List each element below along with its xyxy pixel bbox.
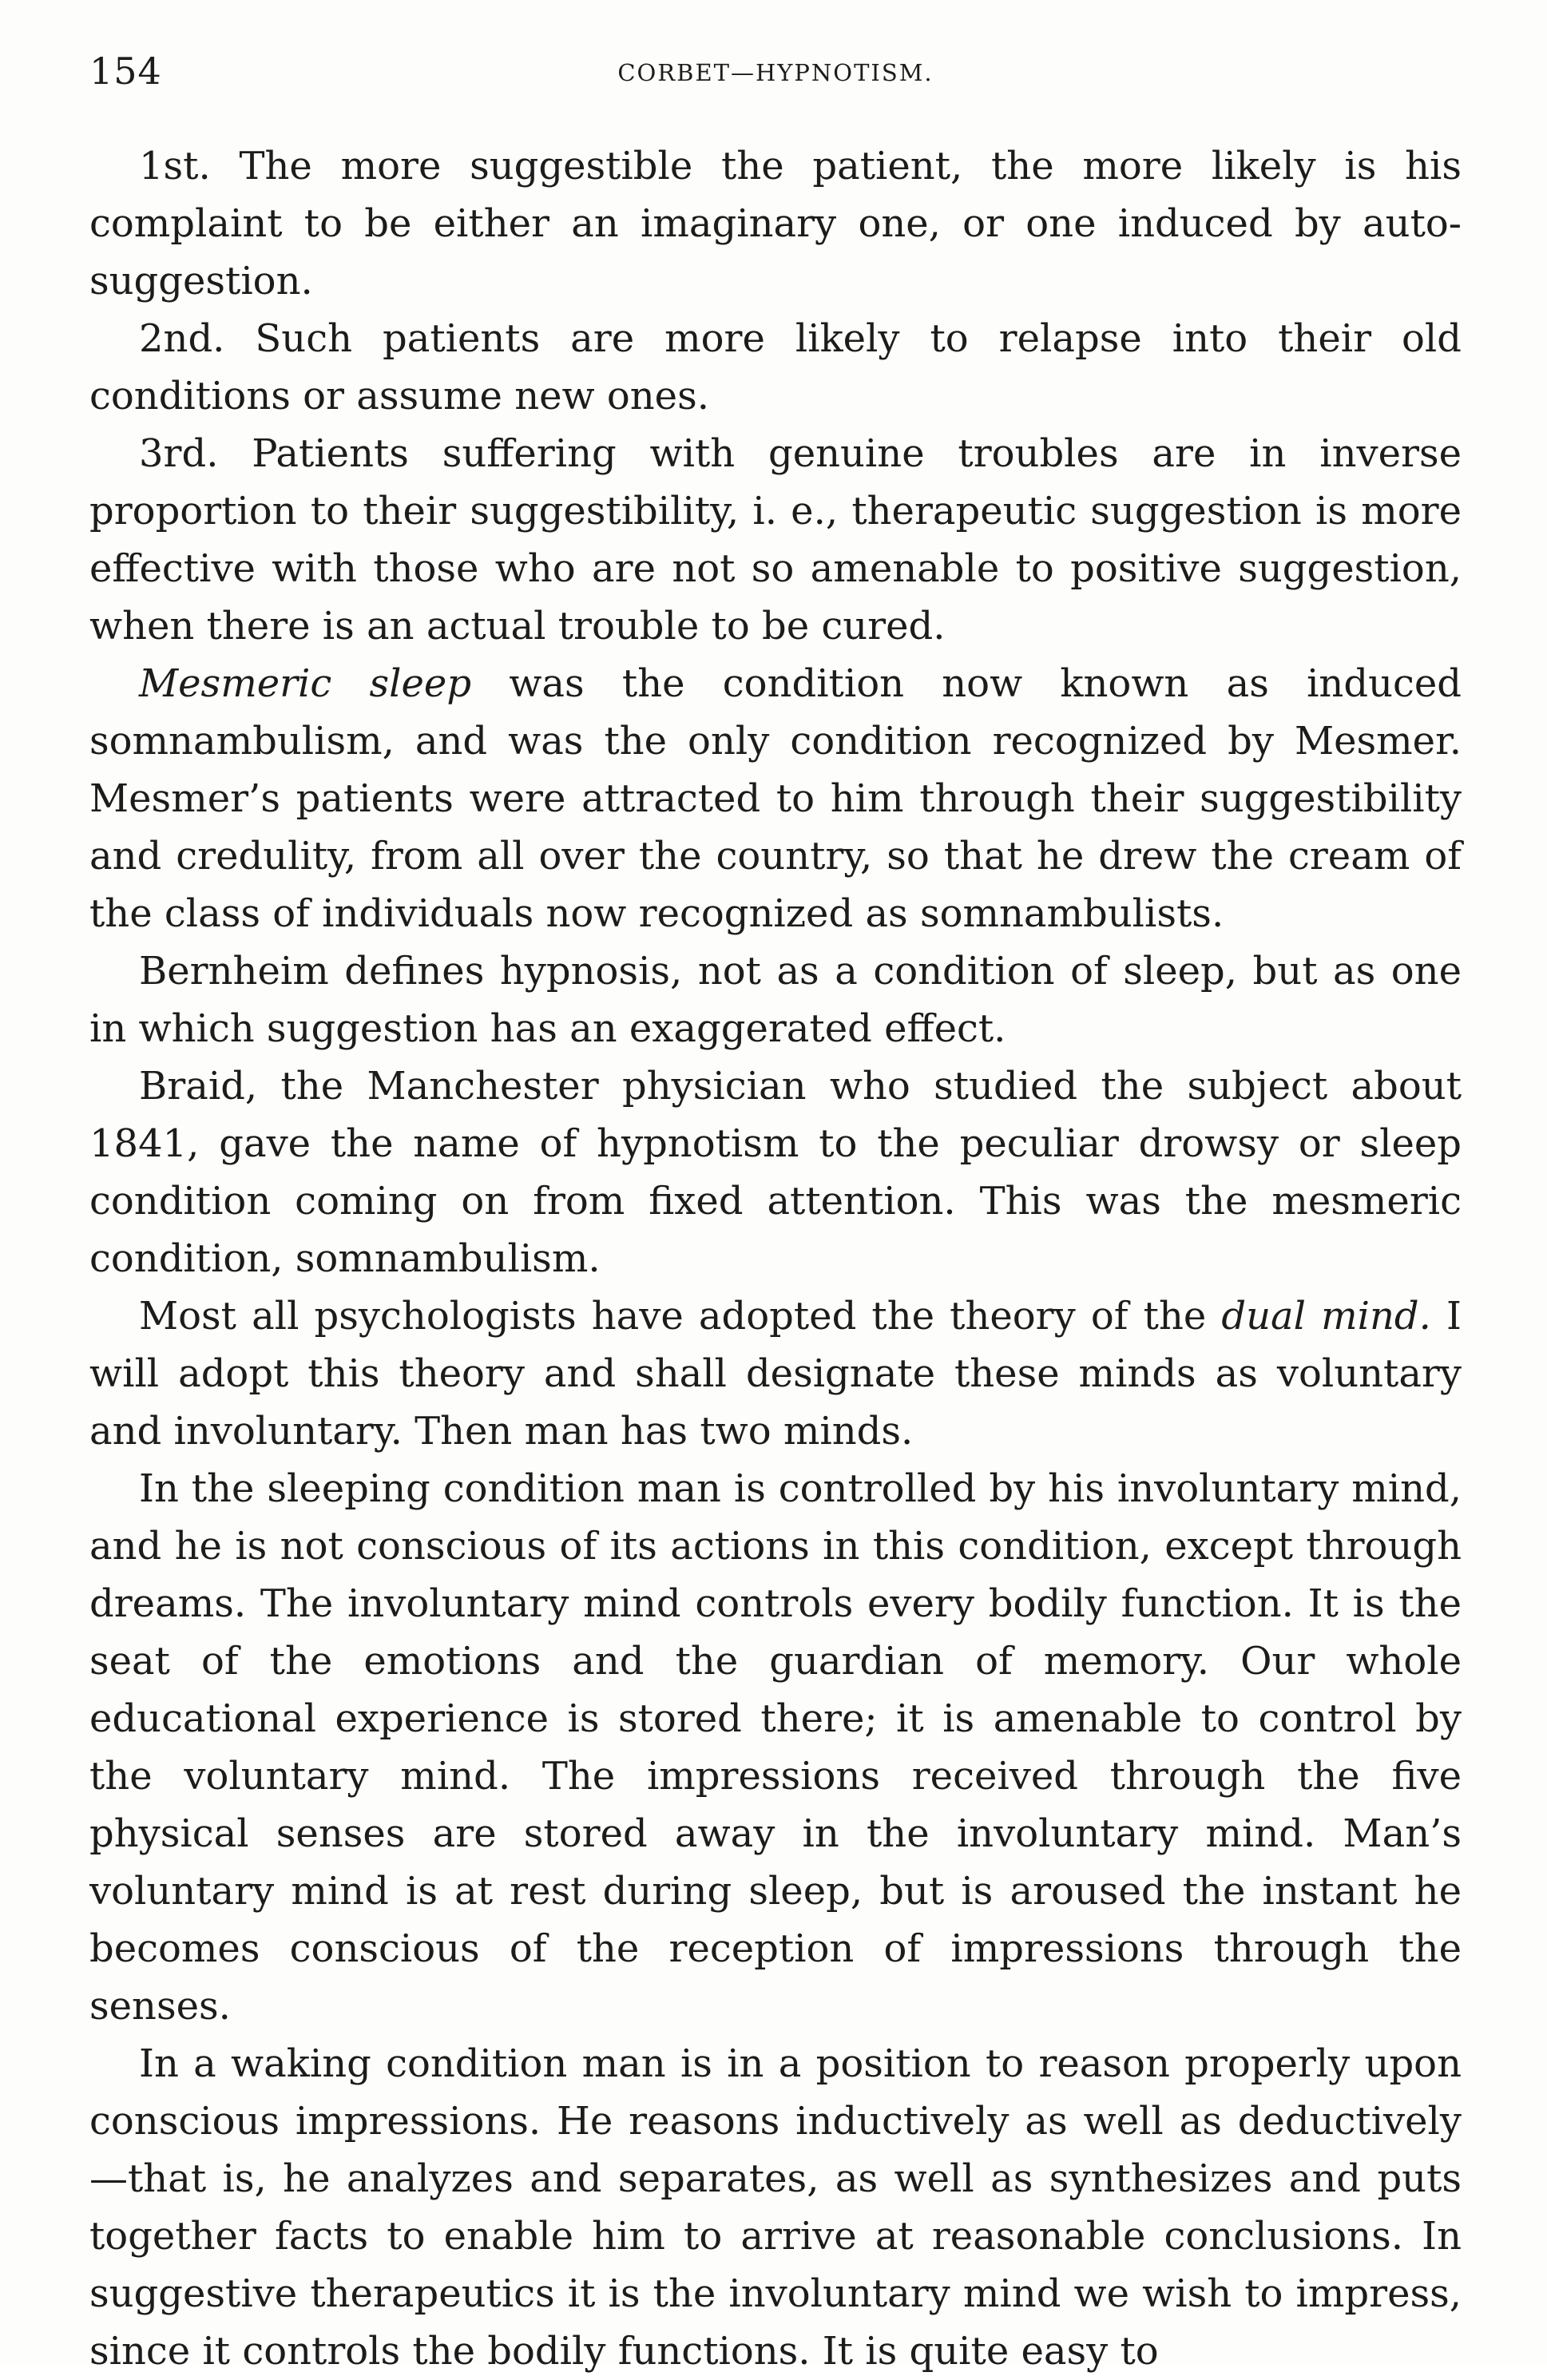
- paragraph-text: I will adopt this theory and shall designate these minds as voluntary and involuntary. Then man has two minds.: [89, 1294, 1462, 1454]
- italic-term: Mesmeric sleep: [139, 661, 472, 706]
- paragraph-5: Bernheim defines hypnosis, not as a condition of sleep, but as one in which suggestion has an exaggerated effect.: [89, 949, 1462, 1051]
- body-text: [89, 137, 1462, 2380]
- paragraph-6: Braid, the Manchester physician who studied the subject about 1841, gave the name of hypnotism to the peculiar drowsy or sleep condition coming on from fixed attention. This was the mesmeric condition, somnambulism.: [89, 1064, 1462, 1281]
- page-number: 154: [89, 50, 162, 93]
- paragraph-3: 3rd. Patients suffering with genuine troubles are in inverse proportion to their suggestibility, i. e., therapeutic suggestion is more effective with those who are not so amenable to positive suggestion, when there is an actual trouble to be cured.: [89, 431, 1462, 649]
- paragraph-text: was the condition now known as induced somnambulism, and was the only condition recognized by Mesmer. Mesmer’s patients were attracted to him through their suggestibility and credulity, from all over the country, so that he drew the cream of the class of individuals now recognized as somnambulists.: [89, 661, 1462, 936]
- paragraph-2: 2nd. Such patients are more likely to relapse into their old conditions or assume new ones.: [89, 316, 1462, 418]
- paragraph-text: Most all psychologists have adopted the theory of the: [139, 1294, 1222, 1339]
- italic-term: dual mind.: [1221, 1294, 1431, 1339]
- running-head: [89, 50, 1462, 97]
- paragraph-4: [89, 655, 1462, 942]
- paragraph-7: [89, 1287, 1462, 1460]
- paragraph-8: In the sleeping condition man is controlled by his involuntary mind, and he is not conscious of its actions in this condition, except through dreams. The involuntary mind controls every bodily function. It is the seat of the emotions and the guardian of memory. Our whole educational experience is stored there; it is amenable to control by the voluntary mind. The impressions received through the five physical senses are stored away in the involuntary mind. Man’s voluntary mind is at rest during sleep, but is aroused the instant he becomes conscious of the reception of impressions through the senses.: [89, 1466, 1462, 2029]
- paragraph-9: In a waking condition man is in a position to reason properly upon conscious impressions. He reasons inductively as well as deductively —that is, he analyzes and separates, as well as synthesizes and puts together facts to enable him to arrive at reasonable conclusions. In suggestive therapeutics it is the involuntary mind we wish to impress, since it controls the bodily functions. It is quite easy to: [89, 2041, 1462, 2374]
- paragraph-1: 1st. The more suggestible the patient, the more likely is his complaint to be either an imaginary one, or one induced by auto-suggestion.: [89, 144, 1462, 303]
- running-title: CORBET—HYPNOTISM.: [617, 59, 934, 86]
